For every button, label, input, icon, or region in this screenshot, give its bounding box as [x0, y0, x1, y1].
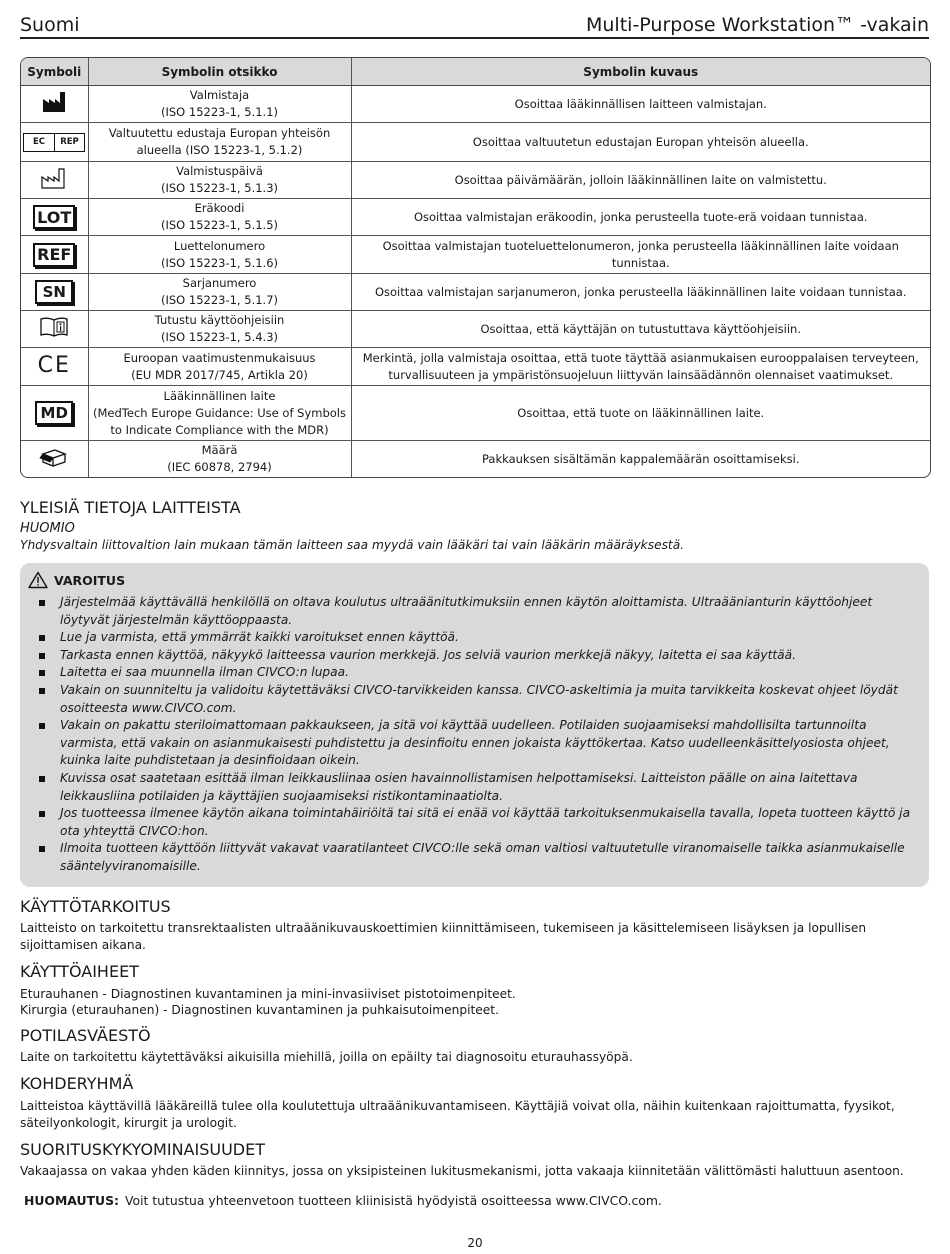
header-product: Multi-Purpose Workstation™ -vakain	[586, 14, 929, 36]
symbols-table	[20, 57, 931, 478]
table-row	[21, 162, 930, 199]
table-header-row	[21, 58, 930, 86]
symbol-title: Valmistuspäivä (ISO 15223-1, 5.1.3)	[88, 162, 351, 199]
lot-icon: LOT	[33, 205, 75, 229]
symbol-description: Osoittaa lääkinnällisen laitteen valmistajan.	[351, 86, 930, 123]
column-header-description: Symbolin kuvaus	[351, 58, 930, 86]
list-item: Vakain on suunniteltu ja validoitu käytettäväksi CIVCO-tarvikkeiden kanssa. CIVCO-askeltimia ja muita tarvikkeita koskevat ohjeet löydät osoitteesta www.CIVCO.com.	[20, 682, 915, 717]
symbol-description: Osoittaa päivämäärän, jolloin lääkinnällinen laite on valmistettu.	[351, 162, 930, 199]
symbol-title: Euroopan vaatimustenmukaisuus (EU MDR 2017/745, Artikla 20)	[88, 348, 351, 386]
symbol-cell	[21, 348, 88, 386]
table-row	[21, 386, 930, 441]
performance-text: Vakaajassa on vakaa yhden käden kiinnitys, jossa on yksipisteinen lukitusmekanismi, jotta vakaaja kiinnitetään välittömästi haluttuun asentoon.	[20, 1164, 904, 1178]
symbol-cell	[21, 123, 88, 162]
manufacturer-icon	[41, 90, 67, 114]
general-heading: YLEISIÄ TIETOJA LAITTEISTA	[20, 498, 241, 517]
symbol-description: Osoittaa valmistajan tuoteluettelonumeron, jonka perusteella lääkinnällinen laite voidaan tunnistaa.	[351, 236, 930, 274]
note-label: HUOMAUTUS:	[24, 1193, 119, 1208]
caution-text: Yhdysvaltain liittovaltion lain mukaan tämän laitteen saa myydä vain lääkäri tai vain lääkärin määräyksestä.	[20, 538, 685, 552]
table-row	[21, 86, 930, 123]
ec-rep-icon: EC REP	[23, 133, 85, 152]
symbol-description: Osoittaa valtuutetun edustajan Europan yhteisön alueella.	[351, 123, 930, 162]
symbol-title: Eräkoodi (ISO 15223-1, 5.1.5)	[88, 199, 351, 236]
list-item: Järjestelmää käyttävällä henkilöllä on oltava koulutus ultraäänitutkimuksiin ennen käytön aloittamista. Ultraäänianturin käyttöohjeet löytyvät järjestelmän käyttöoppaasta.	[20, 594, 915, 629]
target-group-text: Laitteistoa käyttävillä lääkäreillä tulee olla koulutettuja ultraäänikuvantamiseen. Käyttäjiä voivat olla, näihin kuitenkaan rajoittumatta, fyysikot, säteilyonkologit, kirurgit ja urologit.	[20, 1099, 895, 1130]
target-group-heading: KOHDERYHMÄ	[20, 1074, 134, 1093]
list-item: Jos tuotteessa ilmenee käytön aikana toimintahäiriöitä tai sitä ei enää voi käyttää tarkoituksenmukaisella tavalla, lopeta tuotteen käyttö ja ota yhteyttä CIVCO:hon.	[20, 805, 915, 840]
symbol-description: Osoittaa, että käyttäjän on tutustuttava käyttöohjeisiin.	[351, 311, 930, 348]
note	[24, 1193, 662, 1208]
sn-icon: SN	[35, 280, 73, 304]
date-of-manufacture-icon	[40, 166, 68, 190]
population-text: Laite on tarkoitettu käytettäväksi aikuisilla miehillä, joilla on epäilty tai diagnosoitu eturauhassyöpä.	[20, 1050, 633, 1064]
column-header-title: Symbolin otsikko	[88, 58, 351, 86]
symbol-title: Valmistaja (ISO 15223-1, 5.1.1)	[88, 86, 351, 123]
header-divider	[20, 37, 929, 39]
warning-box	[20, 563, 929, 887]
consult-instructions-icon	[39, 316, 69, 338]
list-item: Kuvissa osat saatetaan esittää ilman leikkausliinaa osien havainnollistamisen helpottamiseksi. Laitteiston päälle on aina laitettava leikkausliina potilaiden ja käyttäjien suojaamiseksi ristikontaminaatiolta.	[20, 770, 915, 805]
indications-line-1: Eturauhanen - Diagnostinen kuvantaminen ja mini-invasiiviset pistotoimenpiteet.	[20, 987, 516, 1001]
symbol-description: Osoittaa, että tuote on lääkinnällinen laite.	[351, 386, 930, 441]
symbol-cell	[21, 386, 88, 441]
symbol-description: Merkintä, jolla valmistaja osoittaa, että tuote täyttää asianmukaisen eurooppalaisen terveyteen, turvallisuuteen ja ympäristönsuojeluun liittyvän lainsäädännön olennaiset vaatimukset.	[351, 348, 930, 386]
warning-triangle-icon	[28, 571, 48, 589]
symbol-description: Osoittaa valmistajan eräkoodin, jonka perusteella tuote-erä voidaan tunnistaa.	[351, 199, 930, 236]
quantity-icon	[39, 446, 69, 468]
symbol-title: Luettelonumero (ISO 15223-1, 5.1.6)	[88, 236, 351, 274]
ce-mark-icon: CE	[37, 352, 71, 378]
page-number: 20	[467, 1236, 483, 1250]
performance-heading: SUORITUSKYKYOMINAISUUDET	[20, 1140, 265, 1159]
symbol-description: Pakkauksen sisältämän kappalemäärän osoittamiseksi.	[482, 451, 800, 466]
table-row	[21, 348, 930, 386]
symbol-cell	[21, 162, 88, 199]
symbol-cell	[21, 311, 88, 348]
list-item: Laitetta ei saa muunnella ilman CIVCO:n lupaa.	[20, 664, 915, 682]
page-header	[20, 6, 929, 36]
symbol-cell	[21, 236, 88, 274]
indications-heading: KÄYTTÖAIHEET	[20, 962, 139, 981]
symbol-title: Lääkinnällinen laite (MedTech Europe Guidance: Use of Symbols to Indicate Compliance with the MDR)	[88, 386, 351, 441]
list-item: Vakain on pakattu steriloimattomaan pakkaukseen, ja sitä voi käyttää uudelleen. Potilaiden suojaamiseksi mahdollisilta tartunnoilta varmista, että vakain on asianmukaisesti puhdistettu ja desinfioitu ennen jokaista käyttökertaa. Katso uudelleenkäsittelyosiosta ohjeet, kuinka laite puhdistetaan ja desinfioidaan oikein.	[20, 717, 915, 770]
intended-use-text: Laitteisto on tarkoitettu transrektaalisten ultraäänikuvauskoettimien kiinnittämiseen, tukemiseen ja käsittelemiseen lisäyksen ja lopullisen sijoittamisen aikana.	[20, 921, 867, 952]
indications-line-2: Kirurgia (eturauhanen) - Diagnostinen kuvantaminen ja puhkaisutoimenpiteet.	[20, 1003, 499, 1017]
column-header-symbol: Symboli	[21, 58, 88, 86]
table-row	[21, 199, 930, 236]
table-row	[21, 311, 930, 348]
list-item: Ilmoita tuotteen käyttöön liittyvät vakavat vaaratilanteet CIVCO:lle sekä oman valtiosi valtuutetulle viranomaiselle taikka asianmukaiselle sääntelyviranomaisille.	[20, 840, 915, 875]
symbol-title: Tutustu käyttöohjeisiin (ISO 15223-1, 5.4.3)	[88, 311, 351, 348]
table-row	[21, 441, 930, 478]
note-text: Voit tutustua yhteenvetoon tuotteen kliinisistä hyödyistä osoitteessa www.CIVCO.com.	[124, 1193, 662, 1208]
header-language: Suomi	[20, 14, 80, 36]
caution-label: HUOMIO	[20, 521, 75, 536]
table-row	[21, 236, 930, 274]
symbol-title: Sarjanumero (ISO 15223-1, 5.1.7)	[88, 274, 351, 311]
medical-device-icon: MD	[35, 401, 73, 425]
symbol-cell	[21, 274, 88, 311]
symbol-cell	[21, 441, 88, 478]
population-heading: POTILASVÄESTÖ	[20, 1026, 151, 1045]
ref-icon: REF	[33, 243, 75, 267]
warning-title	[28, 571, 125, 589]
list-item: Lue ja varmista, että ymmärrät kaikki varoitukset ennen käyttöä.	[20, 629, 915, 647]
intended-use-heading: KÄYTTÖTARKOITUS	[20, 897, 171, 916]
symbol-title: Valtuutettu edustaja Europan yhteisön alueella (ISO 15223-1, 5.1.2)	[88, 123, 351, 162]
symbol-title: Määrä (IEC 60878, 2794)	[88, 441, 351, 478]
symbol-cell	[21, 86, 88, 123]
warning-title-text: VAROITUS	[54, 572, 126, 588]
table-row	[21, 274, 930, 311]
symbol-cell	[21, 199, 88, 236]
list-item: Tarkasta ennen käyttöä, näkyykö laitteessa vaurion merkkejä. Jos selviä vaurion merkkejä näkyy, laitetta ei saa käyttää.	[20, 647, 915, 665]
warning-list	[20, 594, 915, 876]
symbol-description: Osoittaa valmistajan sarjanumeron, jonka perusteella lääkinnällinen laite voidaan tunnistaa.	[351, 274, 930, 311]
table-row	[21, 123, 930, 162]
